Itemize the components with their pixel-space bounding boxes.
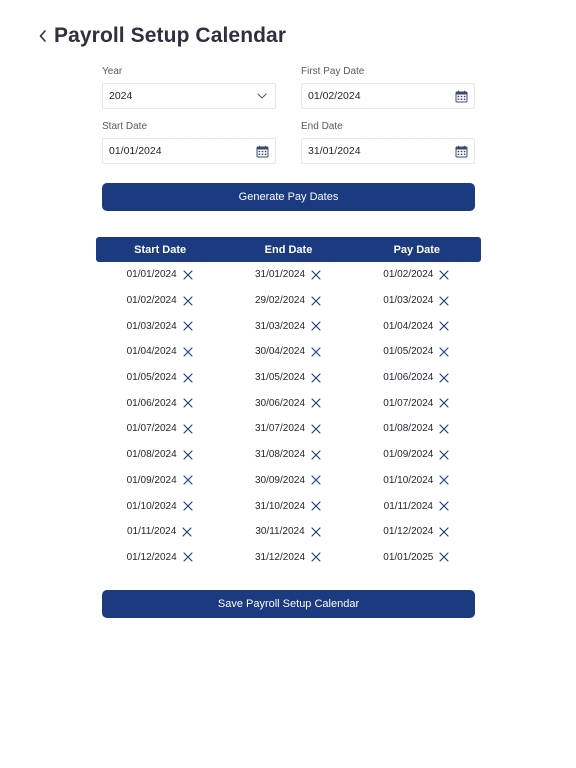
end-date-value: 31/07/2024 — [254, 423, 306, 435]
cell-pay-date — [353, 372, 481, 384]
close-icon[interactable] — [438, 500, 450, 512]
pay-date-value: 01/07/2024 — [383, 397, 434, 409]
close-icon[interactable] — [182, 295, 194, 307]
save-payroll-calendar-button[interactable]: Save Payroll Setup Calendar — [102, 590, 475, 618]
cell-end-date — [224, 500, 352, 512]
end-date-field — [301, 121, 475, 164]
close-icon[interactable] — [438, 449, 450, 461]
column-header-end-date: End Date — [264, 243, 313, 256]
table-row — [96, 442, 481, 468]
pay-date-value: 01/04/2024 — [383, 320, 434, 332]
start-date-value: 01/07/2024 — [126, 423, 177, 435]
pay-date-value: 01/06/2024 — [383, 372, 434, 384]
start-date-value: 01/01/2024 — [109, 145, 162, 157]
close-icon[interactable] — [310, 397, 322, 409]
cell-pay-date — [353, 397, 481, 409]
cell-pay-date — [353, 449, 481, 461]
end-date-value: 29/02/2024 — [254, 295, 306, 307]
pay-date-value: 01/09/2024 — [383, 449, 434, 461]
table-row — [96, 416, 481, 442]
cell-pay-date — [353, 320, 481, 332]
end-date-input[interactable] — [301, 138, 475, 164]
start-date-value: 01/01/2024 — [126, 269, 177, 281]
pay-date-value: 01/01/2025 — [383, 551, 434, 563]
close-icon[interactable] — [310, 449, 322, 461]
start-date-value: 01/08/2024 — [126, 449, 177, 461]
chevron-left-icon — [39, 30, 47, 42]
cell-pay-date — [353, 269, 481, 281]
pay-date-value: 01/05/2024 — [383, 346, 434, 358]
close-icon[interactable] — [310, 474, 322, 486]
close-icon[interactable] — [438, 320, 450, 332]
column-header-pay-date: Pay Date — [393, 243, 441, 256]
close-icon[interactable] — [182, 320, 194, 332]
page-title: Payroll Setup Calendar — [54, 24, 287, 47]
year-field — [102, 66, 276, 109]
table-row — [96, 365, 481, 391]
close-icon[interactable] — [182, 551, 194, 563]
column-header-start-date: Start Date — [134, 243, 187, 256]
close-icon[interactable] — [182, 449, 194, 461]
cell-end-date — [224, 551, 352, 563]
table-row — [96, 519, 481, 545]
cell-end-date — [224, 423, 352, 435]
close-icon[interactable] — [310, 372, 322, 384]
chevron-down-icon — [255, 89, 269, 103]
cell-pay-date — [353, 474, 481, 486]
cell-end-date — [224, 269, 352, 281]
table-header — [96, 237, 481, 262]
cell-start-date — [96, 551, 224, 563]
end-date-value: 30/06/2024 — [254, 397, 306, 409]
first-pay-date-field — [301, 66, 475, 109]
end-date-value: 31/05/2024 — [254, 372, 306, 384]
table-row — [96, 545, 481, 571]
start-date-value: 01/02/2024 — [126, 295, 177, 307]
close-icon[interactable] — [182, 423, 194, 435]
close-icon[interactable] — [438, 526, 450, 538]
end-date-value: 31/03/2024 — [254, 320, 306, 332]
cell-pay-date — [353, 346, 481, 358]
close-icon[interactable] — [438, 397, 450, 409]
start-date-value: 01/09/2024 — [126, 474, 177, 486]
cell-pay-date — [353, 500, 481, 512]
close-icon[interactable] — [181, 526, 193, 538]
close-icon[interactable] — [438, 269, 450, 281]
start-date-value: 01/11/2024 — [127, 526, 177, 538]
cell-start-date — [96, 295, 224, 307]
close-icon[interactable] — [182, 500, 194, 512]
cell-start-date — [96, 320, 224, 332]
cell-start-date — [96, 526, 224, 538]
close-icon[interactable] — [182, 474, 194, 486]
start-date-label: Start Date — [102, 121, 148, 132]
close-icon[interactable] — [310, 269, 322, 281]
cell-start-date — [96, 397, 224, 409]
end-date-value: 30/11/2024 — [255, 526, 305, 538]
close-icon[interactable] — [438, 372, 450, 384]
close-icon[interactable] — [182, 346, 194, 358]
close-icon[interactable] — [310, 320, 322, 332]
start-date-value: 01/10/2024 — [126, 500, 177, 512]
pay-date-value: 01/03/2024 — [383, 295, 434, 307]
close-icon[interactable] — [310, 551, 322, 563]
table-body — [96, 262, 481, 570]
close-icon[interactable] — [310, 346, 322, 358]
table-row — [96, 390, 481, 416]
table-row — [96, 262, 481, 288]
pay-date-value: 01/08/2024 — [383, 423, 434, 435]
pay-date-value: 01/02/2024 — [383, 269, 434, 281]
cell-start-date — [96, 474, 224, 486]
generate-pay-dates-button[interactable]: Generate Pay Dates — [102, 183, 475, 211]
cell-pay-date — [353, 423, 481, 435]
cell-start-date — [96, 346, 224, 358]
cell-pay-date — [353, 295, 481, 307]
first-pay-date-label: First Pay Date — [301, 66, 365, 77]
start-date-value: 01/12/2024 — [126, 551, 177, 563]
cell-end-date — [224, 295, 352, 307]
cell-end-date — [224, 320, 352, 332]
end-date-value: 30/04/2024 — [254, 346, 306, 358]
close-icon[interactable] — [438, 551, 450, 563]
start-date-value: 01/05/2024 — [126, 372, 177, 384]
calendar-icon[interactable] — [454, 144, 468, 158]
cell-end-date — [224, 526, 352, 538]
first-pay-date-value: 01/02/2024 — [308, 90, 361, 102]
cell-start-date — [96, 423, 224, 435]
cell-start-date — [96, 500, 224, 512]
close-icon[interactable] — [438, 346, 450, 358]
close-icon[interactable] — [310, 526, 322, 538]
close-icon[interactable] — [310, 500, 322, 512]
calendar-icon[interactable] — [255, 144, 269, 158]
pay-date-value: 01/12/2024 — [383, 526, 434, 538]
end-date-value: 30/09/2024 — [254, 474, 306, 486]
cell-start-date — [96, 372, 224, 384]
start-date-value: 01/06/2024 — [126, 397, 177, 409]
cell-pay-date — [353, 551, 481, 563]
first-pay-date-input[interactable] — [301, 83, 475, 109]
end-date-value: 31/01/2024 — [254, 269, 306, 281]
table-row — [96, 468, 481, 494]
close-icon[interactable] — [438, 423, 450, 435]
pay-date-value: 01/11/2024 — [383, 500, 433, 512]
start-date-value: 01/03/2024 — [126, 320, 177, 332]
page-header — [36, 24, 286, 48]
end-date-label: End Date — [301, 121, 343, 132]
close-icon[interactable] — [310, 423, 322, 435]
cell-end-date — [224, 449, 352, 461]
start-date-field — [102, 121, 276, 164]
end-date-value: 31/08/2024 — [254, 449, 306, 461]
table-row — [96, 313, 481, 339]
end-date-value: 31/10/2024 — [254, 500, 306, 512]
cell-pay-date — [353, 526, 481, 538]
end-date-value: 31/12/2024 — [254, 551, 306, 563]
cell-end-date — [224, 372, 352, 384]
year-value: 2024 — [109, 90, 133, 102]
close-icon[interactable] — [438, 295, 450, 307]
back-button[interactable] — [36, 24, 50, 48]
close-icon[interactable] — [182, 397, 194, 409]
table-row — [96, 493, 481, 519]
cell-start-date — [96, 269, 224, 281]
cell-end-date — [224, 397, 352, 409]
close-icon[interactable] — [182, 372, 194, 384]
close-icon[interactable] — [438, 474, 450, 486]
pay-dates-table — [96, 237, 481, 570]
cell-end-date — [224, 474, 352, 486]
start-date-input[interactable] — [102, 138, 276, 164]
table-row — [96, 339, 481, 365]
year-label: Year — [102, 66, 123, 77]
end-date-value: 31/01/2024 — [308, 145, 361, 157]
cell-start-date — [96, 449, 224, 461]
calendar-icon[interactable] — [454, 89, 468, 103]
cell-end-date — [224, 346, 352, 358]
close-icon[interactable] — [310, 295, 322, 307]
pay-date-value: 01/10/2024 — [383, 474, 434, 486]
table-row — [96, 288, 481, 314]
year-select[interactable] — [102, 83, 276, 109]
start-date-value: 01/04/2024 — [126, 346, 177, 358]
close-icon[interactable] — [182, 269, 194, 281]
